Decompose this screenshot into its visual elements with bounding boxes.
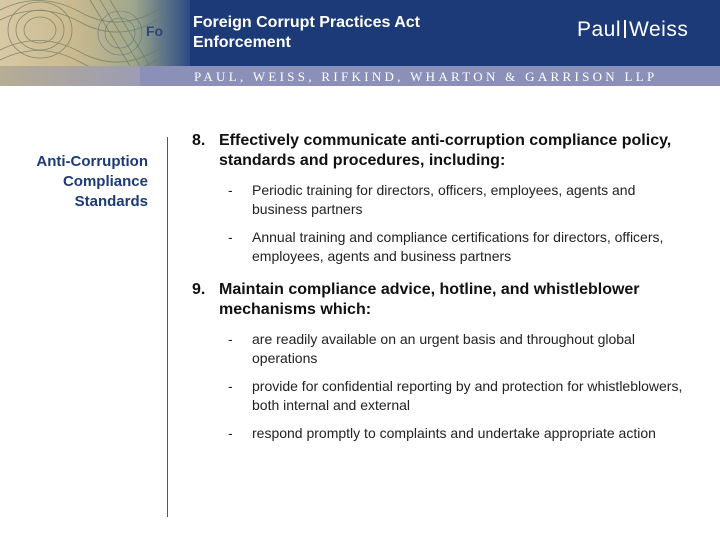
- header-title-line2: Enforcement: [193, 34, 291, 51]
- dash-icon: -: [228, 229, 233, 245]
- item-text: Maintain compliance advice, hotline, and whistleblower mechanisms which:: [219, 281, 640, 318]
- dash-icon: -: [228, 331, 233, 347]
- logo-left-text: Paul: [577, 18, 622, 41]
- list-item-8: [192, 131, 692, 171]
- bullet-item: [200, 424, 692, 443]
- bullet-item: [200, 181, 692, 219]
- firm-name: PAUL, WEISS, RIFKIND, WHARTON & GARRISON LLP: [194, 69, 658, 84]
- header-title-line1: Foreign Corrupt Practices Act: [193, 14, 421, 31]
- vertical-divider: [167, 137, 168, 517]
- bullet-text: Annual training and compliance certifications for directors, officers, employees, agents and business partners: [252, 229, 664, 264]
- section-heading-line3: Standards: [74, 193, 148, 210]
- firm-name-band: [0, 66, 720, 86]
- header-ghost-text: Fo: [146, 23, 164, 39]
- dash-icon: -: [228, 182, 233, 198]
- header-title: [146, 13, 573, 53]
- bullet-item: [200, 377, 692, 415]
- bullet-item: [200, 330, 692, 368]
- section-heading-line1: Anti-Corruption: [36, 153, 148, 170]
- item-number: 9.: [192, 281, 206, 298]
- dash-icon: -: [228, 378, 233, 394]
- dash-icon: -: [228, 425, 233, 441]
- bullet-item: [200, 228, 692, 266]
- paul-weiss-logo: [577, 18, 688, 42]
- main-content: [192, 131, 692, 452]
- list-item-9: [192, 280, 692, 320]
- bullet-list-8: [200, 181, 692, 266]
- bullet-text: provide for confidential reporting by and protection for whistleblowers, both internal and external: [252, 378, 683, 413]
- logo-right-text: Weiss: [629, 18, 689, 41]
- section-heading: [10, 152, 148, 212]
- logo-divider-icon: [624, 20, 626, 38]
- header-banner: [0, 0, 720, 66]
- bullet-text: are readily available on an urgent basis and throughout global operations: [252, 331, 635, 366]
- item-number: 8.: [192, 132, 206, 149]
- item-text: Effectively communicate anti-corruption compliance policy, standards and procedures, including:: [219, 132, 672, 169]
- section-heading-line2: Compliance: [62, 173, 148, 190]
- bullet-text: respond promptly to complaints and undertake appropriate action: [252, 425, 656, 441]
- bullet-text: Periodic training for directors, officers, employees, agents and business partners: [252, 182, 636, 217]
- bullet-list-9: [200, 330, 692, 443]
